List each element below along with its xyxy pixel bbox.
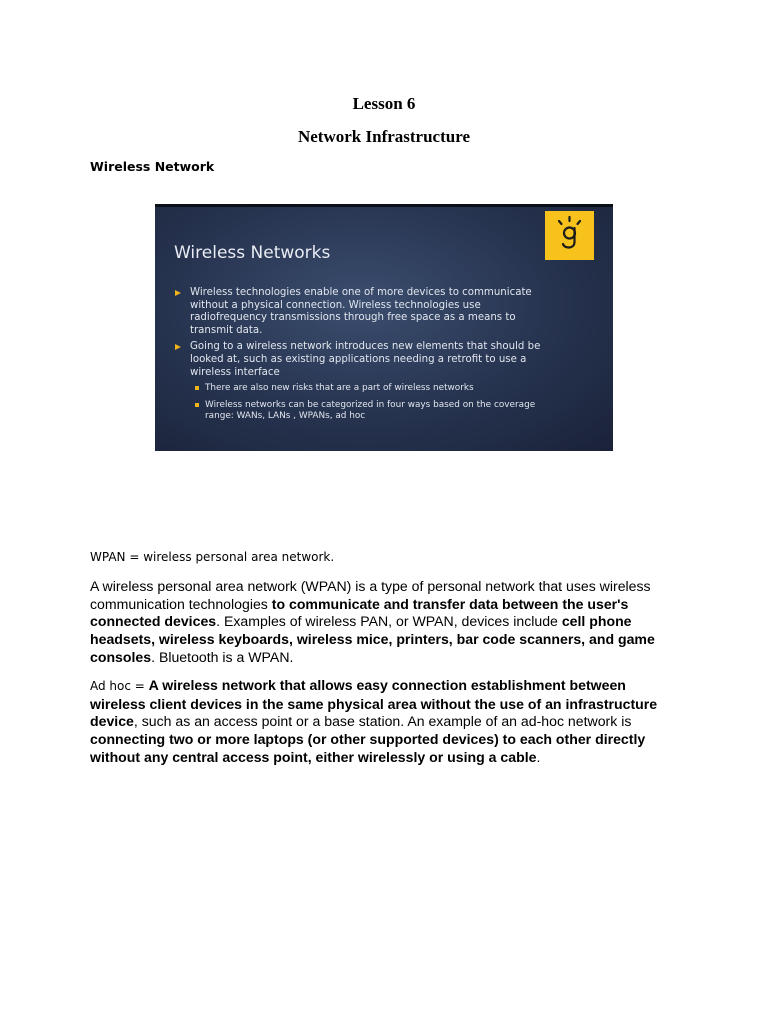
- slide-bullet-list: [175, 287, 555, 428]
- slide-sub-bullet: Wireless networks can be categorized in four ways based on the coverage range: WANs, LANs , WPANs, ad hoc: [175, 400, 555, 422]
- slide-image: [155, 204, 613, 451]
- wpan-paragraph: A wireless personal area network (WPAN) is a type of personal network that uses wireless communication technologies to communicate and transfer data between the user's connected devices. Examples of wireless PAN, or WPAN, devices include cell phone headsets, wireless keyboards, wireless mice, printers, bar code scanners, and game consoles. Bluetooth is a WPAN.: [90, 578, 655, 665]
- slide-bullet: Going to a wireless network introduces new elements that should be looked at, such as existing applications needing a retrofit to use a wireless interface: [175, 341, 555, 379]
- adhoc-paragraph: Ad hoc = A wireless network that allows easy connection establishment between wireless client devices in the same physical area without the use of an infrastructure device, such as an access point or a base station. An example of an ad-hoc network is connecting two or more laptops (or other supported devices) to each other directly without any central access point, either wirelessly or using a cable.: [90, 677, 658, 765]
- triangle-bullet-icon: [175, 290, 181, 296]
- lesson-title: Lesson 6: [352, 94, 416, 113]
- page-subtitle: Network Infrastructure: [297, 127, 470, 146]
- wpan-definition-line: WPAN = wireless personal area network.: [90, 550, 335, 564]
- square-bullet-icon: [195, 386, 199, 390]
- section-heading: Wireless Network: [90, 159, 215, 174]
- square-bullet-icon: [195, 403, 199, 407]
- slide-bullet: Wireless technologies enable one of more devices to communicate without a physical connection. Wireless technologies use radiofrequency transmissions through free space as a means to transmit data.: [175, 287, 555, 337]
- slide-sub-bullet: There are also new risks that are a part of wireless networks: [175, 383, 555, 394]
- triangle-bullet-icon: [175, 344, 181, 350]
- lightbulb-g-logo-icon: [545, 211, 594, 260]
- slide-title: Wireless Networks: [174, 243, 331, 263]
